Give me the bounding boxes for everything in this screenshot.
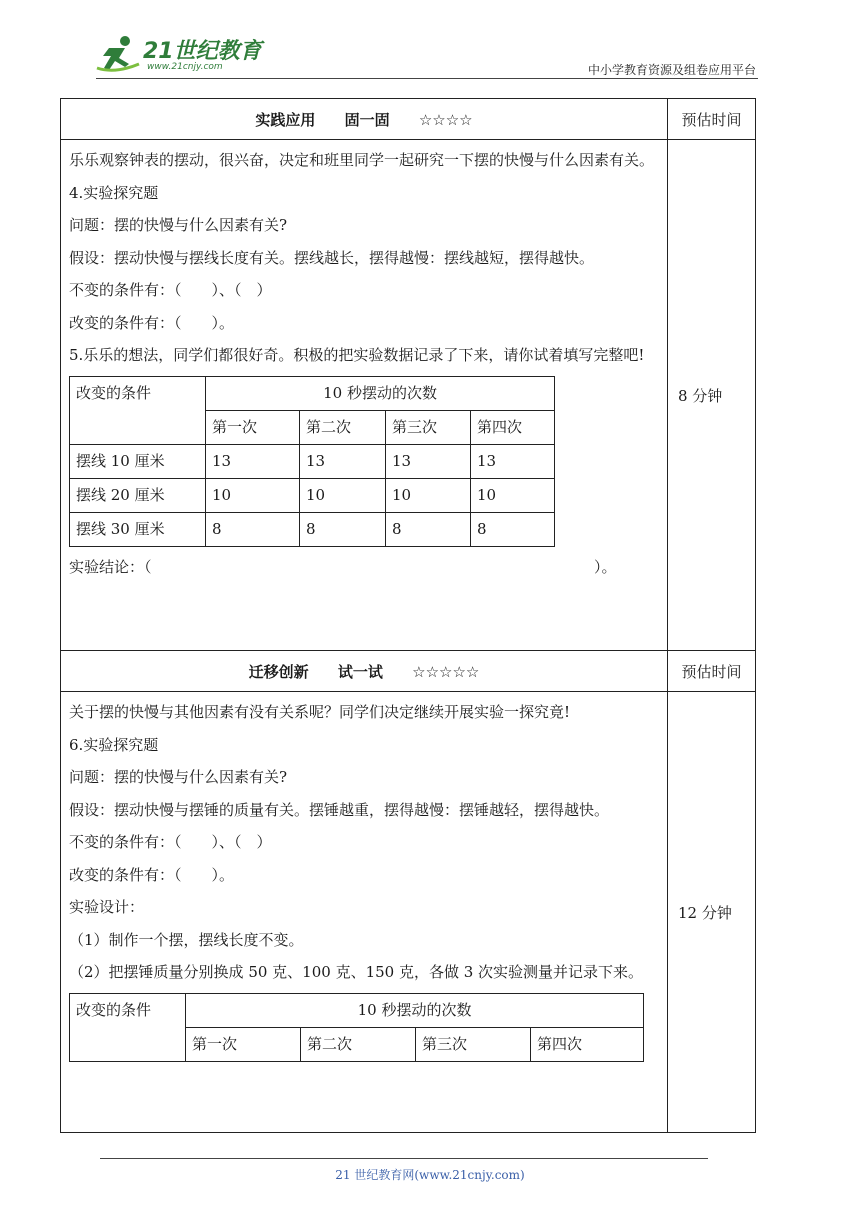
section2-header-row: [61, 651, 756, 692]
table2-subheader: 第四次: [531, 1027, 644, 1061]
table-cell: 10: [300, 478, 386, 512]
section1-title-sub: 固一固: [344, 110, 390, 129]
table-cell: 13: [300, 444, 386, 478]
table-cell: 10: [206, 478, 300, 512]
section2-content-row: [61, 692, 756, 1133]
row-label: 摆线 20 厘米: [70, 478, 206, 512]
table1-col0-header: 改变的条件: [70, 376, 206, 444]
section2-content: [61, 692, 668, 1133]
logo-url: www.21cnjy.com: [147, 62, 223, 72]
table-row: [70, 478, 555, 512]
data-table-1: [69, 376, 555, 547]
section1-header-row: [61, 99, 756, 140]
table-cell: 8: [471, 512, 555, 546]
question-6-title: 6.实验探究题: [69, 735, 159, 754]
table1-subheader: 第一次: [206, 410, 300, 444]
question-4-variable: 改变的条件有：（ ）。: [69, 313, 235, 332]
table1-subheader: 第三次: [386, 410, 471, 444]
question-4-constant: 不变的条件有：（ ）、（ ）: [69, 281, 272, 299]
footer-divider: [100, 1158, 708, 1159]
table-cell: 8: [300, 512, 386, 546]
section1-title-main: 实践应用: [255, 110, 316, 129]
page-footer[interactable]: 21 世纪教育网(www.21cnjy.com): [335, 1168, 525, 1182]
table1-group-header: 10 秒摆动的次数: [206, 376, 555, 410]
worksheet-table: [60, 98, 756, 1133]
table2-group-header: 10 秒摆动的次数: [186, 993, 644, 1027]
header-divider: [96, 78, 758, 79]
question-4-title: 4.实验探究题: [69, 183, 159, 202]
section1-stars: ☆☆☆☆: [418, 110, 473, 129]
table-cell: 10: [471, 478, 555, 512]
section2-time-header: 预估时间: [668, 651, 756, 692]
table-cell: 13: [386, 444, 471, 478]
conclusion-line: [69, 551, 661, 584]
section2-intro: 关于摆的快慢与其他因素有没有关系呢？同学们决定继续开展实验一探究竟!: [69, 703, 571, 721]
table2-subheader: 第三次: [416, 1027, 531, 1061]
design-step-1: （1）制作一个摆，摆线长度不变。: [69, 930, 304, 949]
section1-title: [61, 99, 668, 140]
site-logo[interactable]: [95, 34, 265, 78]
runner-logo-icon: [95, 34, 143, 74]
table2-col0-header: 改变的条件: [70, 993, 186, 1061]
table-cell: 13: [206, 444, 300, 478]
conclusion-label: 实验结论：（: [69, 557, 152, 576]
table-row: [70, 444, 555, 478]
question-5-text: 5.乐乐的想法，同学们都很好奇。积极的把实验数据记录了下来，请你试着填写完整吧!: [69, 346, 645, 364]
section2-title-main: 迁移创新: [248, 662, 309, 681]
section2-title: [61, 651, 668, 692]
conclusion-end: ）。: [594, 557, 617, 576]
question-6-variable: 改变的条件有：（ ）。: [69, 865, 235, 884]
question-4-problem: 问题：摆的快慢与什么因素有关?: [69, 216, 288, 234]
section2-stars: ☆☆☆☆☆: [412, 662, 480, 681]
data-table-2: [69, 993, 644, 1062]
logo-text: 21世纪教育: [143, 39, 262, 64]
question-4-hypothesis: 假设：摆动快慢与摆线长度有关。摆线越长，摆得越慢：摆线越短，摆得越快。: [69, 248, 595, 267]
section1-content: [61, 140, 668, 651]
section1-content-row: [61, 140, 756, 651]
design-heading: 实验设计：: [69, 898, 145, 916]
section1-time-header: 预估时间: [668, 99, 756, 140]
design-step-2: （2）把摆锤质量分别换成 50 克、100 克、150 克，各做 3 次实验测量并记录下来。: [69, 963, 644, 981]
question-6-hypothesis: 假设：摆动快慢与摆锤的质量有关。摆锤越重，摆得越慢：摆锤越轻，摆得越快。: [69, 800, 610, 819]
table1-subheader: 第四次: [471, 410, 555, 444]
row-label: 摆线 10 厘米: [70, 444, 206, 478]
question-6-constant: 不变的条件有：（ ）、（ ）: [69, 833, 272, 851]
page-header: [0, 0, 860, 80]
table-row: [70, 512, 555, 546]
section2-time-value: 12 分钟: [668, 692, 756, 1133]
platform-name: 中小学教育资源及组卷应用平台: [587, 63, 756, 77]
question-6-problem: 问题：摆的快慢与什么因素有关?: [69, 768, 288, 786]
section2-title-sub: 试一试: [337, 662, 383, 681]
table2-subheader: 第一次: [186, 1027, 301, 1061]
table-cell: 10: [386, 478, 471, 512]
row-label: 摆线 30 厘米: [70, 512, 206, 546]
table-cell: 8: [386, 512, 471, 546]
table-cell: 8: [206, 512, 300, 546]
section1-intro: 乐乐观察钟表的摆动，很兴奋，决定和班里同学一起研究一下摆的快慢与什么因素有关。: [69, 151, 655, 169]
table2-subheader: 第二次: [301, 1027, 416, 1061]
table1-subheader: 第二次: [300, 410, 386, 444]
section1-time-value: 8 分钟: [668, 140, 756, 651]
table-cell: 13: [471, 444, 555, 478]
